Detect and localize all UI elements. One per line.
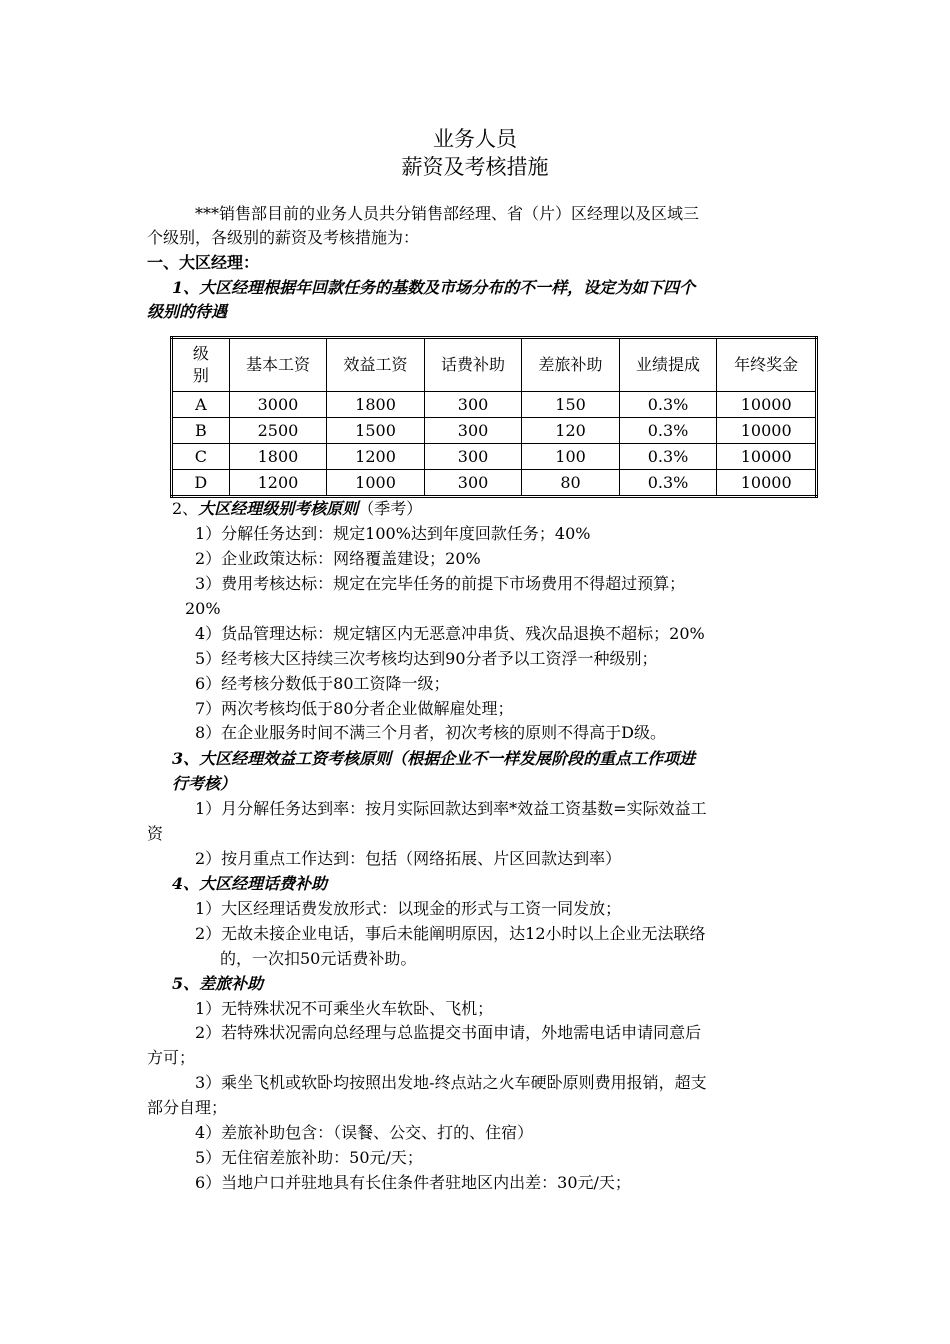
cell-level: D — [172, 470, 230, 497]
list-item: 2）企业政策达标：网络覆盖建设；20% — [195, 549, 481, 568]
cell-benefit: 1800 — [327, 392, 425, 418]
list-item: 1）月分解任务达到率：按月实际回款达到率*效益工资基数=实际效益工 — [195, 799, 707, 818]
list-item: 1）无特殊状况不可乘坐火车软卧、飞机； — [195, 999, 494, 1018]
header-base-salary: 基本工资 — [229, 338, 327, 392]
sub2-title: 大区经理级别考核原则 — [198, 499, 359, 518]
salary-level-table — [170, 336, 818, 498]
cell-base: 2500 — [229, 418, 327, 444]
table-row — [172, 444, 817, 470]
cell-base: 3000 — [229, 392, 327, 418]
list-item: 2）按月重点工作达到：包括（网络拓展、片区回款达到率） — [195, 849, 622, 868]
sub2-heading — [172, 498, 422, 520]
cell-travel: 80 — [522, 470, 619, 497]
sub1-heading-line2: 级别的待遇 — [147, 302, 228, 321]
header-year-end-bonus: 年终奖金 — [717, 338, 817, 392]
cell-benefit: 1500 — [327, 418, 425, 444]
list-item: 7）两次考核均低于80分者企业做解雇处理； — [195, 699, 514, 718]
list-item-continuation: 的，一次扣50元话费补助。 — [220, 949, 417, 968]
cell-phone: 300 — [424, 418, 521, 444]
list-item: 1）大区经理话费发放形式：以现金的形式与工资一同发放； — [195, 899, 622, 918]
cell-commission: 0.3% — [619, 392, 717, 418]
cell-phone: 300 — [424, 392, 521, 418]
cell-benefit: 1000 — [327, 470, 425, 497]
list-item: 2）无故未接企业电话，事后未能阐明原因，达12小时以上企业无法联络 — [195, 924, 706, 943]
list-item-continuation: 20% — [185, 599, 221, 618]
header-level-line1: 级 — [192, 344, 209, 363]
header-commission: 业绩提成 — [619, 338, 717, 392]
cell-bonus: 10000 — [717, 470, 817, 497]
list-item: 5）无住宿差旅补助：50元/天； — [195, 1148, 423, 1167]
cell-travel: 120 — [522, 418, 619, 444]
list-item: 4）货品管理达标：规定辖区内无恶意冲串货、残次品退换不超标；20% — [195, 624, 705, 643]
list-item: 6）当地户口并驻地具有长住条件者驻地区内出差：30元/天； — [195, 1173, 631, 1192]
header-level-line2: 别 — [192, 366, 209, 385]
intro-line2: 个级别，各级别的薪资及考核措施为： — [147, 228, 420, 247]
list-item: 2）若特殊状况需向总经理与总监提交书面申请，外地需电话申请同意后 — [195, 1023, 702, 1042]
list-item-continuation: 方可； — [147, 1048, 196, 1067]
list-item: 6）经考核分数低于80工资降一级； — [195, 674, 450, 693]
sub2-number: 2、 — [172, 499, 199, 518]
cell-phone: 300 — [424, 444, 521, 470]
list-item: 5）经考核大区持续三次考核均达到90分者予以工资浮一种级别； — [195, 649, 658, 668]
header-travel-subsidy: 差旅补助 — [522, 338, 619, 392]
intro-line1: ***销售部目前的业务人员共分销售部经理、省（片）区经理以及区域三 — [195, 204, 700, 223]
cell-bonus: 10000 — [717, 444, 817, 470]
cell-base: 1800 — [229, 444, 327, 470]
list-item: 4）差旅补助包含：（误餐、公交、打的、住宿） — [195, 1123, 534, 1142]
cell-bonus: 10000 — [717, 418, 817, 444]
cell-commission: 0.3% — [619, 470, 717, 497]
header-level — [172, 338, 230, 392]
cell-travel: 150 — [522, 392, 619, 418]
section1-heading: 一、大区经理： — [147, 253, 260, 272]
sub3-heading-line2: 行考核） — [172, 774, 237, 793]
list-item: 8）在企业服务时间不满三个月者，初次考核的原则不得高于D级。 — [195, 723, 667, 742]
cell-travel: 100 — [522, 444, 619, 470]
doc-title-line2: 薪资及考核措施 — [401, 155, 549, 179]
list-item-continuation: 部分自理； — [147, 1098, 228, 1117]
table-row — [172, 418, 817, 444]
cell-bonus: 10000 — [717, 392, 817, 418]
cell-benefit: 1200 — [327, 444, 425, 470]
header-benefit-salary: 效益工资 — [327, 338, 425, 392]
cell-level: C — [172, 444, 230, 470]
list-item: 3）费用考核达标：规定在完毕任务的前提下市场费用不得超过预算； — [195, 574, 686, 593]
table-row — [172, 392, 817, 418]
cell-commission: 0.3% — [619, 444, 717, 470]
list-item: 3）乘坐飞机或软卧均按照出发地-终点站之火车硬卧原则费用报销，超支 — [195, 1073, 707, 1092]
cell-commission: 0.3% — [619, 418, 717, 444]
cell-level: B — [172, 418, 230, 444]
list-item: 1）分解任务达到：规定100%达到年度回款任务；40% — [195, 524, 591, 543]
cell-base: 1200 — [229, 470, 327, 497]
list-item-continuation: 资 — [147, 824, 164, 843]
sub5-heading: 5、差旅补助 — [172, 974, 264, 993]
sub2-suffix: （季考） — [358, 499, 423, 518]
table-header-row — [172, 338, 817, 392]
header-phone-subsidy: 话费补助 — [424, 338, 521, 392]
sub1-heading-line1: 1、大区经理根据年回款任务的基数及市场分布的不一样，设定为如下四个 — [172, 278, 696, 297]
table-row — [172, 470, 817, 497]
cell-level: A — [172, 392, 230, 418]
doc-title-line1: 业务人员 — [433, 127, 517, 151]
cell-phone: 300 — [424, 470, 521, 497]
sub3-heading-line1: 3、大区经理效益工资考核原则（根据企业不一样发展阶段的重点工作项进 — [172, 749, 696, 768]
sub4-heading: 4、大区经理话费补助 — [172, 874, 328, 893]
